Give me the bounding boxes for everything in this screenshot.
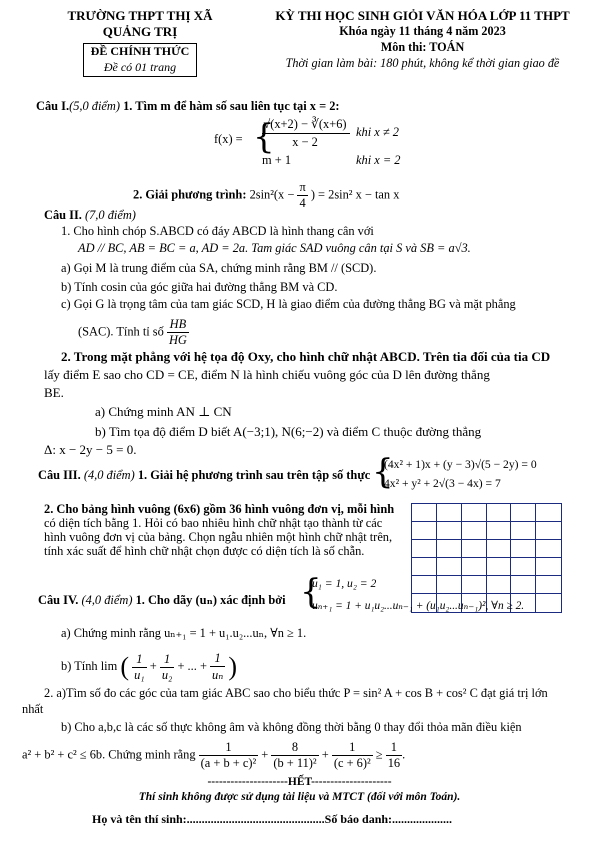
q1-eq-frac [297,180,307,211]
q2-p2-l2: lấy điểm E sao cho CD = CE, điểm N là hình chiếu vuông góc của D lên đường thẳng [44,367,490,382]
time-note: Thời gian làm bài: 180 phút, không kể thời gian giao đề [285,56,560,70]
official-label: ĐỀ CHÍNH THỨC [90,44,190,58]
q1-points: (5,0 điểm) [69,99,120,113]
q4-b-frac2: $\frac{1}{\text{u₂}}$ [161,651,173,682]
q2-p2-l3: BE. [44,385,64,400]
q4-p2-l1: 2. a)Tìm số đo các góc của tam giác ABC sao cho biểu thức P = sin² A + cos B + cos² C đạt giá trị lớn [44,686,548,700]
q2-p2-line: Δ: x − 2y − 5 = 0. [44,442,137,457]
q4-b-frac3: $\frac{1}{\text{uₙ}}$ [212,651,224,682]
q2-c2-num: HB [167,317,189,333]
q3-p1: 1. Giải hệ phương trình sau trên tập số thực [137,468,371,482]
q4-p2-b2-text: a² + b² + c² ≤ 6b. Chứng minh rằng [22,747,196,762]
q3-sys2: 4x² + y² + 2√(3 − 4x) = 7 [384,477,501,490]
q4-points: (4,0 điểm) [81,593,133,607]
q1-p2 [133,180,399,211]
q2-c2 [78,317,189,348]
exam-title: KỲ THI HỌC SINH GIỎI VĂN HÓA LỚP 11 THPT [275,8,570,23]
q4-ineq-frac1: $\frac{1}{\text{(a + b + c)²}}$ [200,740,257,770]
q2-p2-a: a) Chứng minh AN ⊥ CN [95,404,232,419]
q2-c: c) Gọi G là trọng tâm của tam giác SCD, H là giao điểm của đường thẳng BG và mặt phẳng [61,297,516,311]
q4-line [38,592,286,608]
q4-label: Câu IV. [38,593,79,607]
q1-eq-right: ) = 2sin² x − tan x [310,187,400,202]
q4-p2-b2: a² + b² + c² ≤ 6b. Chứng minh rằng $\frac{1}{\text{(a + b + c)²}}$ + $\frac{8}{\text{(b + 11)²}}$ + $\frac{1}{\text{(c + 6)²}}$ ≥ $\frac{1}{16}$ . [22,740,406,770]
exam-date: Khóa ngày 11 tháng 4 năm 2023 [339,24,506,38]
q1-case1-cond: khi x ≠ 2 [356,125,399,139]
subject: Môn thi: TOÁN [380,40,465,54]
q1-brace: { [253,117,275,157]
end-marker: ---------------------HẾT--------------------- [207,776,392,788]
q4-b-paren-open: ( [120,652,129,681]
q3-p2-l1: 2. Cho bảng hình vuông (6x6) gồm 36 hình vuông đơn vị, mỗi hình [44,502,395,516]
q2-p2-l1: 2. Trong mặt phẳng với hệ tọa độ Oxy, cho hình chữ nhật ABCD. Trên tia đối của tia CD [61,349,551,364]
q4-b [61,651,237,683]
q1-eq-num: π [299,180,306,194]
q4-p2-l2: nhất [22,702,44,716]
q4-sys1: u₁ = 1, u₂ = 2 [312,577,377,590]
q4-b-frac1: $\frac{1}{\text{u₁}}$ [134,651,145,682]
q1-case1-bar [262,133,350,134]
q4-ineq-rhs: $\frac{1}{16}$ [387,740,401,770]
q3-line [38,468,370,483]
school-name-line1: TRƯỜNG THPT THỊ XÃ [67,8,213,23]
candidate-info: Họ và tên thí sinh:..............................................Số báo danh:.................... [92,812,453,826]
q4-brace: { [300,572,322,612]
q1-case2: m + 1 [262,153,292,167]
q2-a: a) Gọi M là trung điểm của SA, chứng minh rằng BM // (SCD). [61,261,377,275]
q3-p2-l2: có diện tích bằng 1. Hỏi có bao nhiêu hình chữ nhật tạo thành từ các [44,516,383,530]
grid-6x6-figure [411,503,562,613]
q2-b: b) Tính cosin của góc giữa hai đường thẳng BM và CD. [61,280,338,294]
q3-points: (4,0 điểm) [83,468,135,482]
q1-eq-den: 4 [299,196,306,210]
q4-b-plus: + [149,658,157,673]
q1-case1-num: √(x+2) − ∛(x+6) [263,117,347,131]
q3-brace: { [372,452,394,492]
footer-note: Thí sinh không được sử dụng tài liệu và MTCT (đối với môn Toán). [138,791,461,803]
pages-note: Đề có 01 trang [103,60,177,74]
q4-a: a) Chứng minh rằng uₙ₊₁ = 1 + u₁.u₂...uₙ, ∀n ≥ 1. [61,626,307,640]
q2-c2-frac [167,317,189,348]
q1-p1: 1. Tìm m để hàm số sau liên tục tại x = 2: [123,99,340,113]
q1-case2-cond: khi x = 2 [356,153,401,167]
q2-label: Câu II. [44,208,82,222]
q3-sys1: (4x² + 1)x + (y − 3)√(5 − 2y) = 0 [384,458,537,471]
q4-ineq-frac3: $\frac{1}{\text{(c + 6)²}}$ [333,740,371,770]
q4-b-paren-close: ) [228,652,238,681]
q1-eq-left: 2sin²(x − [249,187,295,202]
q4-b-dots: + ... + [177,658,207,673]
q2-p1-l1: 1. Cho hình chóp S.ABCD có đáy ABCD là hình thang cân với [61,224,374,238]
q3-p2-l4: tính xác suất để hình chữ nhật chọn được có diện tích là số chẵn. [44,544,365,558]
q4-p2-b1: b) Cho a,b,c là các số thực không âm và không đồng thời bằng 0 thay đổi thỏa mãn điều kiện [61,720,522,734]
q2-p2-b: b) Tìm tọa độ điểm D biết A(−3;1), N(6;−2) và điểm C thuộc đường thẳng [95,424,482,439]
q2-line [44,208,136,223]
q4-sys2: uₙ₊₁ = 1 + u₁u₂...uₙ₋₁ + (u₁u₂...uₙ₋₁)², ∀n ≥ 2. [312,600,525,612]
q4-ineq-frac2: $\frac{8}{\text{(b + 11)²}}$ [273,740,317,770]
q3-label: Câu III. [38,468,81,482]
q1-fx: f(x) = [214,132,243,146]
q1-case1-den: x − 2 [292,135,318,149]
school-name-line2: QUẢNG TRỊ [102,24,178,39]
q2-c2-text: (SAC). Tính tỉ số [78,324,164,339]
q3-p2-l3: hình vuông đơn vị của bảng. Chọn ngẫu nhiên một hình chữ nhật trên, [44,530,393,544]
q2-points: (7,0 điểm) [84,208,136,222]
q2-p1-l2: AD // BC, AB = BC = a, AD = 2a. Tam giác SAD vuông cân tại S và SB = a√3. [78,241,471,255]
q1-line [36,99,340,114]
q1-p2-label: 2. Giải phương trình: [133,187,247,202]
q2-c2-den: HG [168,333,187,347]
q1-label: Câu I. [36,99,70,113]
q4-p1: 1. Cho dãy (uₙ) xác định bởi [135,593,286,607]
q4-b-text: b) Tính lim [61,658,118,673]
